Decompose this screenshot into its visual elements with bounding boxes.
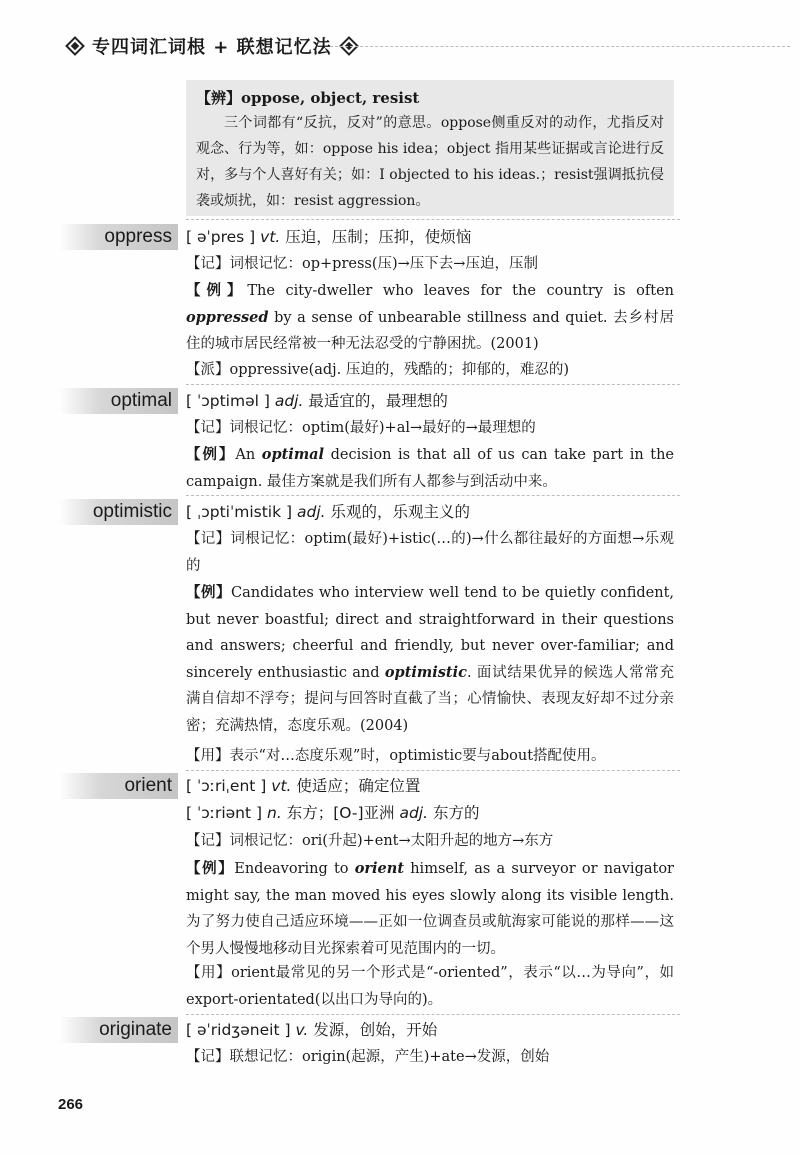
definition: 乐观的，乐观主义的 xyxy=(330,503,471,521)
part-of-speech: v. xyxy=(295,1021,309,1039)
example-block xyxy=(186,278,674,358)
entry-headline xyxy=(186,500,674,524)
example-text: Candidates who interview well tend to be quietly confident, but never boastful; direct and straightforward in their questions and answers; cheerful and friendly, but never over-familiar; and sincerely enthusiastic and xyxy=(186,585,674,681)
keyword: optimal xyxy=(261,446,325,463)
entry-headline xyxy=(186,389,674,413)
diamond-bullet-icon xyxy=(65,36,85,56)
part-of-speech: vt. xyxy=(271,777,292,795)
example-text: . 面试结果优异的候选人常常充满自信却不浮夸；提问与回答时直截了当；心情愉快、表现友好却不过分亲密；充满热情，态度乐观。(2004) xyxy=(186,664,675,734)
entry-word: optimistic xyxy=(58,499,178,525)
example-text: Endeavoring to xyxy=(234,861,355,877)
pronunciation: [ ˈɔptiməl ] xyxy=(186,392,270,410)
pronunciation: [ ˌɔptiˈmistik ] xyxy=(186,503,293,521)
entry-headline xyxy=(186,225,674,249)
entry-divider xyxy=(186,770,680,771)
entry-headline xyxy=(186,1018,674,1042)
definition: 最适宜的，最理想的 xyxy=(308,392,448,410)
example-text: by a sense of unbearable stillness and quiet. 去乡村居住的城市居民经常被一种无法忍受的宁静困扰。(2001) xyxy=(186,309,674,352)
running-header xyxy=(58,32,366,60)
page-number: 266 xyxy=(58,1096,84,1113)
note-box xyxy=(186,80,674,216)
pronunciation: [ ˈɔːriˌent ] xyxy=(186,777,267,795)
example-tag: 【例】 xyxy=(186,861,235,877)
header-rule xyxy=(330,46,790,47)
entry-divider xyxy=(186,495,680,496)
pronunciation: [ əˈpres ] xyxy=(186,228,256,246)
example-text: The city-dweller who leaves for the country is often xyxy=(247,283,675,299)
part-of-speech: adj. xyxy=(399,804,429,822)
part-of-speech: vt. xyxy=(260,228,281,246)
memory-line: 【记】联想记忆：origin(起源，产生)+ate→发源，创始 xyxy=(186,1049,550,1065)
definition: 东方；[O-]亚洲 xyxy=(286,804,395,822)
example-text: himself, as a surveyor or navigator might say, the man moved his eyes slowly along its visible length. 为了努力使自己适应环境——正如一位调查员或航海家可能说的那样——这个男人慢慢地移动目光探索着可见范围内的一切。 xyxy=(186,861,674,957)
entry-word: orient xyxy=(58,773,178,799)
note-title: 【辨】oppose, object, resist xyxy=(196,89,420,107)
pronunciation: [ əˈridʒəneit ] xyxy=(186,1021,291,1039)
definition: 发源，创始，开始 xyxy=(313,1021,438,1039)
entry-word: optimal xyxy=(58,388,178,414)
definition: 使适应；确定位置 xyxy=(296,777,421,795)
example-block xyxy=(186,580,674,739)
note-body: 三个词都有“反抗，反对”的意思。oppose侧重反对的动作，尤指反对观念、行为等，如：oppose his idea；object 指用某些证据或言论进行反对，多与个人喜好有关；如：I objected to his ideas.；resist强调抵抗侵袭或烦扰，如：resist aggression。 xyxy=(196,115,664,209)
entry-word: oppress xyxy=(58,224,178,250)
entry-divider xyxy=(186,384,680,385)
example-tag: 【例】 xyxy=(186,447,236,463)
header-title: 专四词汇词根 + 联想记忆法 xyxy=(92,37,332,58)
memory-line: 【记】词根记忆：ori(升起)+ent→太阳升起的地方→东方 xyxy=(186,833,554,849)
example-block xyxy=(186,856,674,962)
usage-line: 【用】表示“对…态度乐观”时，optimistic要与about搭配使用。 xyxy=(186,748,606,764)
entry-divider xyxy=(186,1014,680,1015)
memory-line: 【记】词根记忆：optim(最好)+al→最好的→最理想的 xyxy=(186,420,536,436)
example-text: decision is that all of us can take part in the campaign. 最佳方案就是我们所有人都参与到活动中来。 xyxy=(186,447,675,490)
entry-headline-2 xyxy=(186,801,674,825)
pronunciation: [ ˈɔːriənt ] xyxy=(186,804,263,822)
entry-divider xyxy=(186,219,680,220)
example-tag: 【例】 xyxy=(186,283,248,299)
keyword: optimistic xyxy=(384,663,467,681)
keyword: oppressed xyxy=(186,308,269,326)
definition: 东方的 xyxy=(432,804,480,822)
part-of-speech: adj. xyxy=(297,503,326,521)
entry-headline xyxy=(186,774,674,798)
memory-line: 【记】词根记忆：optim(最好)+istic(…的)→什么都往最好的方面想→乐观的 xyxy=(186,531,674,574)
part-of-speech: adj. xyxy=(274,392,304,410)
usage-line: 【用】orient最常见的另一个形式是“-oriented”，表示“以…为导向”，如export-orientated(以出口为导向的)。 xyxy=(186,965,674,1008)
example-text: An xyxy=(235,447,262,463)
definition: 压迫，压制；压抑，使烦恼 xyxy=(285,228,472,246)
example-block xyxy=(186,442,674,495)
part-of-speech: n. xyxy=(267,804,282,822)
memory-line: 【记】词根记忆：op+press(压)→压下去→压迫，压制 xyxy=(186,256,538,272)
entry-word: originate xyxy=(58,1017,178,1043)
keyword: orient xyxy=(354,860,405,877)
derivative-line: 【派】oppressive(adj. 压迫的，残酷的；抑郁的，难忍的) xyxy=(186,362,570,378)
example-tag: 【例】 xyxy=(186,585,232,601)
